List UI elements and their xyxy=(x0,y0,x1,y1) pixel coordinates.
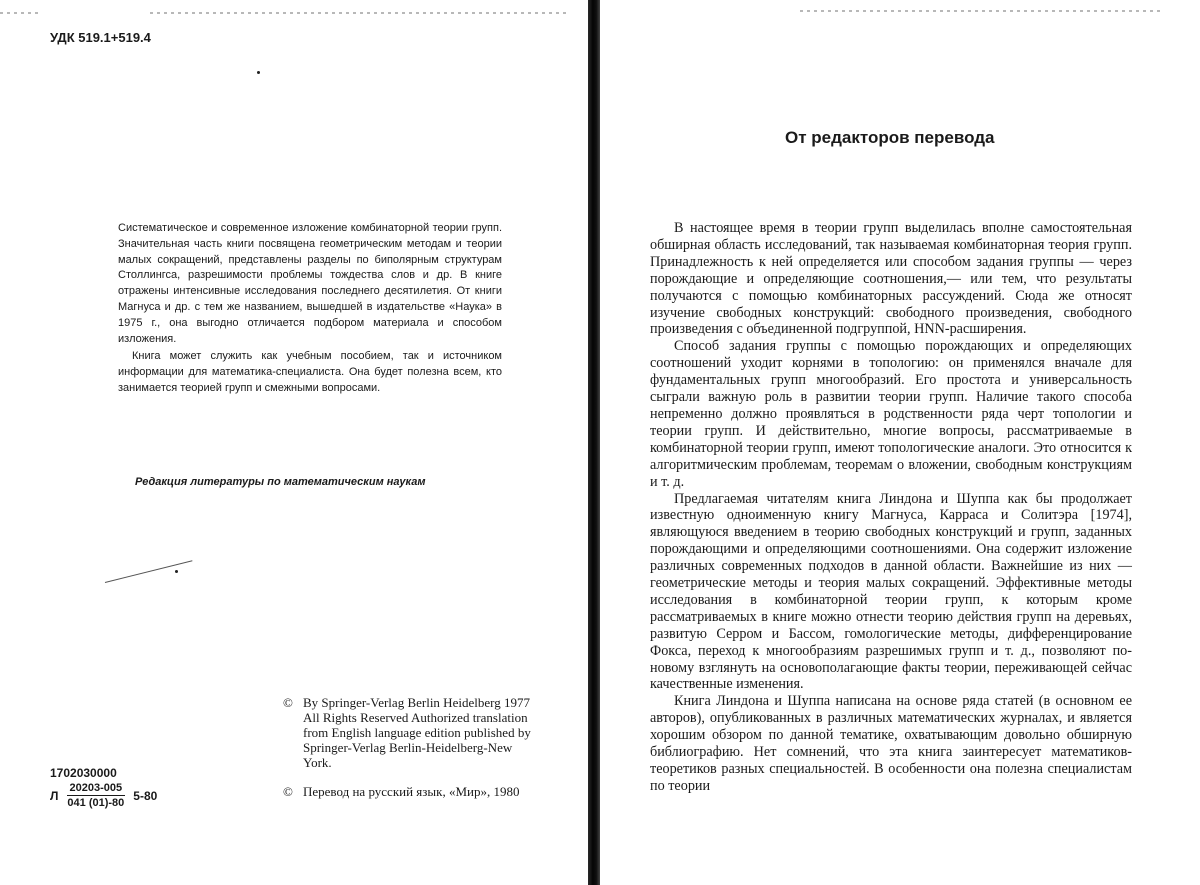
pen-stroke xyxy=(105,560,193,583)
price-code xyxy=(50,782,157,809)
editorial-office: Редакция литературы по математическим наукам xyxy=(135,476,426,488)
preface-text xyxy=(650,220,1132,795)
udk-code: УДК 519.1+519.4 xyxy=(50,30,151,45)
copyright-block xyxy=(283,695,538,799)
preface-paragraph: Способ задания группы с помощью порождающих и определяющих соотношений уходит корнями в топологию: он применялся вначале для фундаментальных групп многообразий. Его простота и универсальность сыграли важную роль в развитии теории групп. Наличие такого способа непременно должно проявляться в родственности ряда черт топологии и теории групп. И действительно, многие вопросы, рассматриваемые в комбинаторной теории групп, имеют топологические аналоги. Это относится к алгоритмическим проблемам, теоремам о вложении, свободным конструкциям и т. д. xyxy=(650,338,1132,490)
speck xyxy=(175,570,178,573)
abstract xyxy=(118,221,502,397)
preface-paragraph: В настоящее время в теории групп выделилась вполне самостоятельная обширная область исследований, так называемая комбинаторная теория групп. Принадлежность к ней определяется или способом задания группы — через порождающие и определяющие соотношения,— или тем, что результаты получаются с помощью комбинаторных рассуждений. Сюда же относят изучение свободных конструкций: свободного произведения, свободного произведения с объединенной подгруппой, HNN-расширения. xyxy=(650,220,1132,338)
copyright-original xyxy=(283,695,538,770)
copyright-translation-text: Перевод на русский язык, «Мир», 1980 xyxy=(303,784,520,799)
copyright-translation xyxy=(283,784,538,799)
copyright-original-text: By Springer-Verlag Berlin Heidelberg 1977 All Rights Reserved Authorized translation from English language edition published by Springer-Verlag Berlin-Heidelberg-New York. xyxy=(303,695,531,770)
abstract-paragraph-1: Систематическое и современное изложение комбинаторной теории групп. Значительная часть книги посвящена геометрическим методам и теории малых сокращений, представлены разделы по биполярным структурам Столлингса, разрешимости проблемы тождества слов и др. В книге отражены интенсивные исследования последнего десятилетия. От книги Магнуса и др. с тем же названием, вышедшей в издательстве «Наука» в 1975 г., она выгодно отличается подбором материала и способом изложения. xyxy=(118,222,502,345)
page-title: От редакторов перевода xyxy=(785,128,995,147)
copyright-icon: © xyxy=(283,695,293,710)
right-page xyxy=(600,0,1200,885)
speck xyxy=(257,71,260,74)
price-code-letter: Л xyxy=(50,788,59,803)
book-gutter xyxy=(588,0,600,885)
price-code-denominator: 041 (01)-80 xyxy=(67,797,125,809)
scan-artifact xyxy=(800,10,1160,12)
left-page xyxy=(0,0,588,885)
price-code-fraction xyxy=(64,782,127,809)
price-code-numerator: 20203-005 xyxy=(67,782,126,796)
catalog-code: 1702030000 xyxy=(50,766,117,780)
abstract-paragraph-2: Книга может служить как учебным пособием, так и источником информации для математика-специалиста. Она будет полезна всем, кто занимается теорией групп и смежными вопросами. xyxy=(118,350,502,394)
scan-artifact xyxy=(0,12,40,14)
preface-paragraph: Книга Линдона и Шуппа написана на основе ряда статей (в основном ее авторов), опубликованных в различных математических журналах, и является хорошим обзором по данной тематике, охватывающим довольно обширную библиографию. Нет сомнений, что эта книга заинтересует математиков-теоретиков разных специальностей. В особенности она полезна специалистам по теории xyxy=(650,693,1132,794)
scan-artifact xyxy=(150,12,570,14)
preface-paragraph: Предлагаемая читателям книга Линдона и Шуппа как бы продолжает известную одноименную книгу Магнуса, Карраса и Солитэра [1974], являющуюся введением в теорию свободных конструкций и групп, заданных порождающими и определяющими соотношениями. Она содержит изложение различных современных подходов в данной области. Важнейшие из них — геометрические методы и теория малых сокращений. Эффективные методы исследования в комбинаторной теории групп, к которым кроме рассматриваемых в книге можно отнести теорию действия групп на деревьях, развитую Серром и Бассом, гомологические методы, дифференцирование Фокса, переход к многообразиям разрешимых групп и т. д., позволяют по-новому взглянуть на основополагающие факты теории, переживающей сейчас качественные изменения. xyxy=(650,490,1132,693)
copyright-icon: © xyxy=(283,784,293,799)
price-code-suffix: 5-80 xyxy=(133,788,158,803)
